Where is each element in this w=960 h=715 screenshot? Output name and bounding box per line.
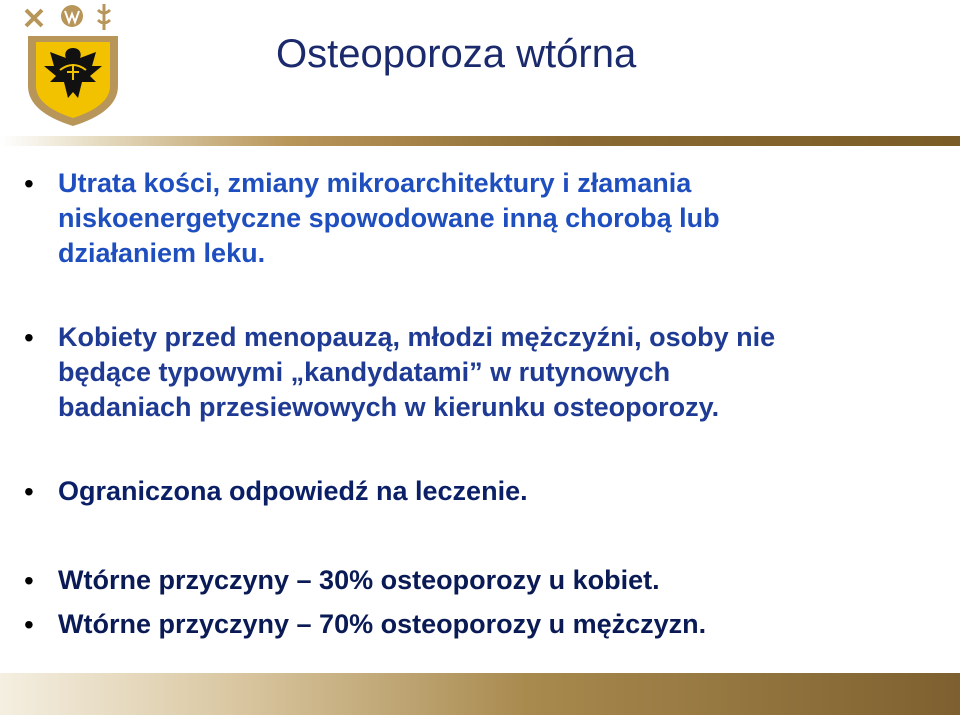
top-divider-bar [0, 136, 960, 146]
bullet-1-line-2: niskoenergetyczne spowodowane inną chorobą lub [58, 203, 720, 233]
bullet-marker: • [24, 476, 34, 507]
bullet-2-line-1: Kobiety przed menopauzą, młodzi mężczyźni, osoby nie [58, 322, 776, 352]
bullet-1-line-3: działaniem leku. [58, 238, 266, 268]
bullet-marker: • [24, 322, 34, 353]
bullet-4-line-1: Wtórne przyczyny – 30% osteoporozy u kobiet. [58, 565, 660, 595]
bullet-2-line-3: badaniach przesiewowych w kierunku osteoporozy. [58, 392, 720, 422]
bullet-5 [58, 607, 938, 642]
bullet-3 [58, 474, 938, 509]
slide-title: Osteoporoza wtórna [276, 32, 637, 76]
bullet-2 [58, 320, 938, 425]
bullet-5-line-1: Wtórne przyczyny – 70% osteoporozy u mężczyzn. [58, 609, 707, 639]
university-crest-eagle-icon [20, 2, 126, 128]
bullet-marker: • [24, 168, 34, 199]
bullet-4 [58, 563, 938, 598]
bottom-decorative-bar [0, 673, 960, 715]
bullet-1 [58, 166, 938, 271]
bullet-1-line-1: Utrata kości, zmiany mikroarchitektury i złamania [58, 168, 692, 198]
bullet-marker: • [24, 609, 34, 640]
bullet-marker: • [24, 565, 34, 596]
bullet-3-line-1: Ograniczona odpowiedź na leczenie. [58, 476, 528, 506]
bullet-2-line-2: będące typowymi „kandydatami” w rutynowych [58, 357, 671, 387]
